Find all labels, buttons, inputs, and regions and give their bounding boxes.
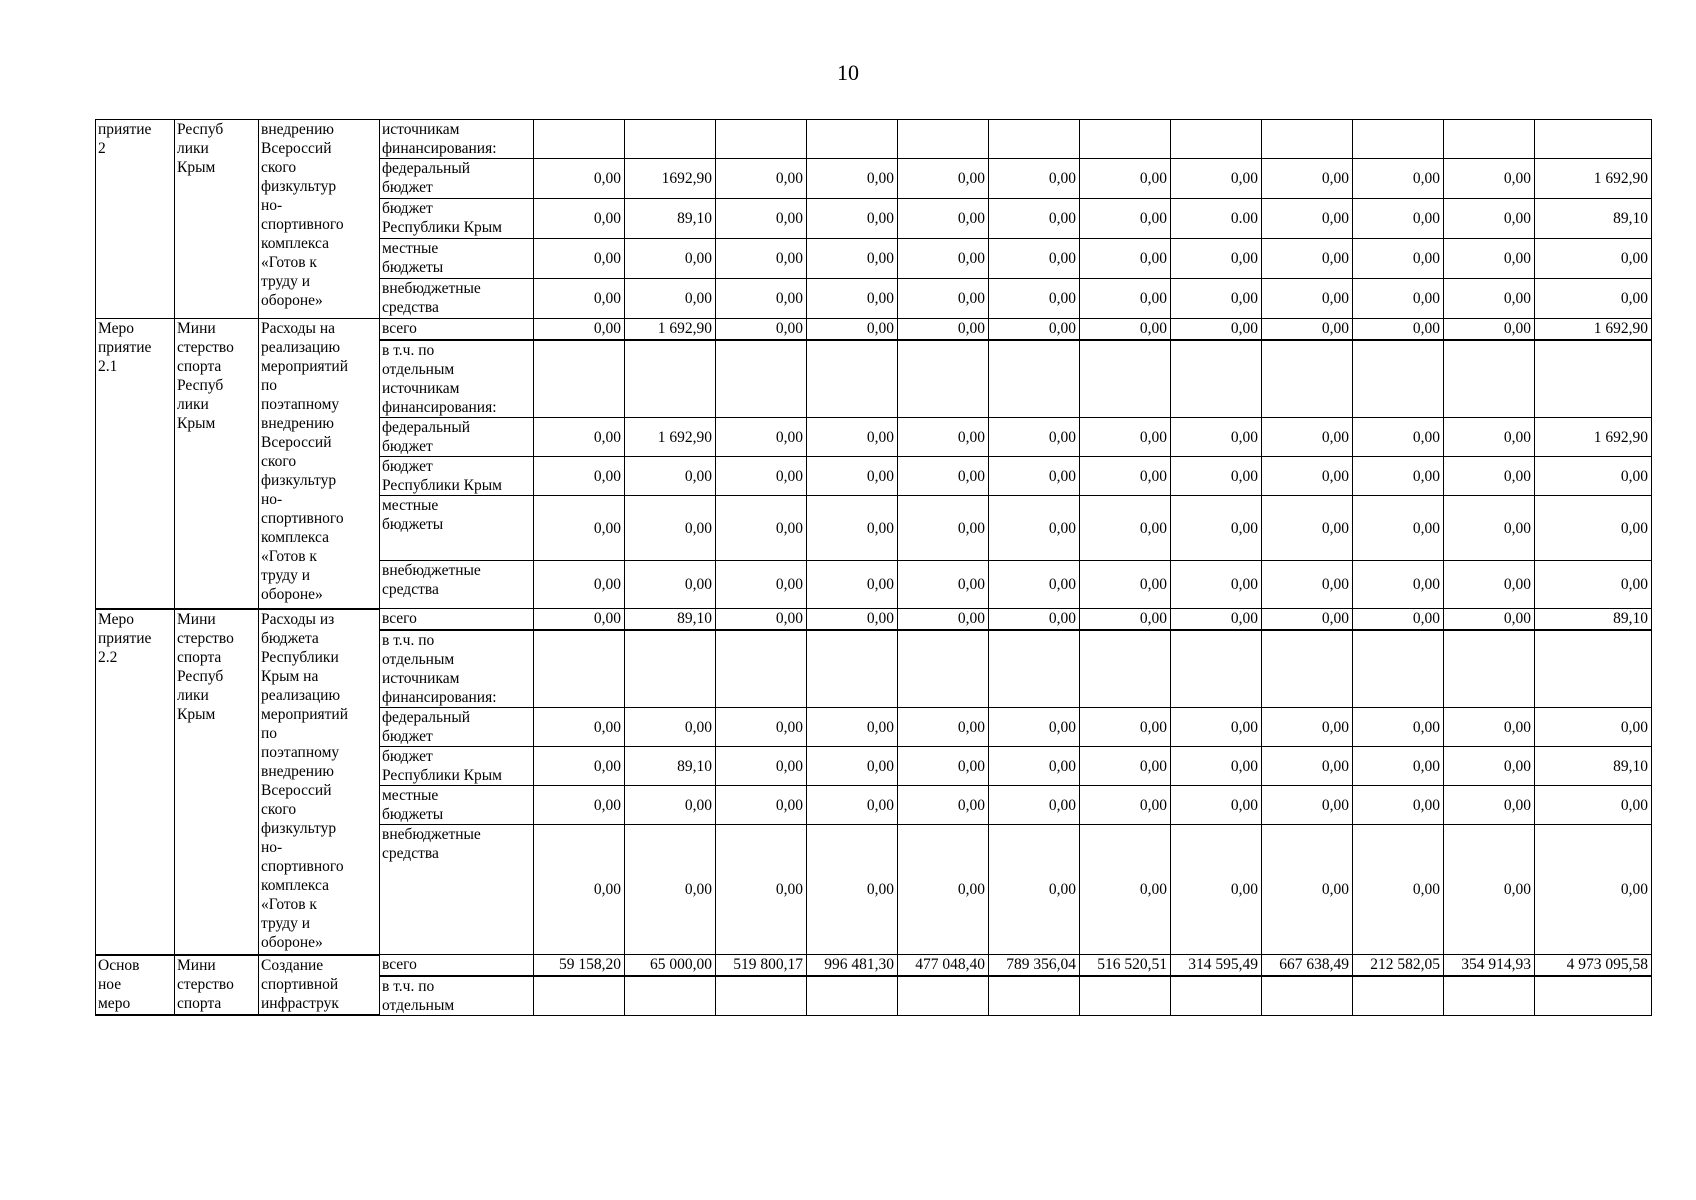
amount-cell: 0,00 (1171, 319, 1262, 340)
funding-source: всего (380, 609, 534, 630)
amount-cell: 0,00 (1535, 279, 1652, 319)
amount-cell: 0,00 (1262, 561, 1353, 609)
amount-cell (807, 340, 898, 418)
funding-source: источникам финансирования: (380, 120, 534, 159)
amount-cell: 0,00 (716, 786, 807, 825)
amount-cell: 0,00 (1080, 199, 1171, 239)
amount-cell: 65 000,00 (625, 955, 716, 976)
amount-cell (1080, 120, 1171, 159)
amount-cell: 0,00 (1262, 319, 1353, 340)
amount-cell: 0,00 (1262, 496, 1353, 561)
amount-cell: 0,00 (625, 496, 716, 561)
amount-cell: 0,00 (1171, 279, 1262, 319)
amount-cell (1353, 340, 1444, 418)
amount-cell: 0,00 (807, 708, 898, 747)
amount-cell: 0,00 (1444, 457, 1535, 496)
amount-cell: 0,00 (1262, 199, 1353, 239)
amount-cell: 0,00 (807, 496, 898, 561)
amount-cell (898, 120, 989, 159)
amount-cell: 0,00 (716, 457, 807, 496)
amount-cell (1535, 340, 1652, 418)
amount-cell: 0,00 (1262, 159, 1353, 199)
amount-cell: 0,00 (1535, 239, 1652, 279)
amount-cell: 0,00 (989, 159, 1080, 199)
amount-cell: 0,00 (716, 319, 807, 340)
amount-cell: 0.00 (1171, 199, 1262, 239)
measure-name: внедрению Всероссий ского физкультур но- спортивного комплекса «Готов к труду и обороне» (259, 120, 380, 319)
amount-cell (1535, 120, 1652, 159)
page-number: 10 (837, 60, 859, 85)
amount-cell: 0,00 (1080, 496, 1171, 561)
amount-cell: 0,00 (898, 319, 989, 340)
amount-cell: 0,00 (807, 457, 898, 496)
amount-cell: 0,00 (716, 825, 807, 955)
amount-cell (1171, 976, 1262, 1016)
amount-cell: 59 158,20 (534, 955, 625, 976)
amount-cell: 0,00 (1535, 496, 1652, 561)
amount-cell: 0,00 (989, 457, 1080, 496)
amount-cell: 0,00 (807, 319, 898, 340)
amount-cell: 0,00 (625, 708, 716, 747)
amount-cell: 0,00 (1353, 825, 1444, 955)
amount-cell: 0,00 (534, 457, 625, 496)
amount-cell: 0,00 (534, 609, 625, 630)
amount-cell (1080, 340, 1171, 418)
amount-cell (989, 120, 1080, 159)
amount-cell: 0,00 (1262, 708, 1353, 747)
amount-cell: 516 520,51 (1080, 955, 1171, 976)
amount-cell (1353, 630, 1444, 708)
amount-cell: 0,00 (1171, 786, 1262, 825)
amount-cell (534, 340, 625, 418)
amount-cell: 0,00 (1444, 609, 1535, 630)
amount-cell: 0,00 (1444, 561, 1535, 609)
amount-cell: 0,00 (1353, 786, 1444, 825)
amount-cell: 0,00 (1171, 239, 1262, 279)
amount-cell (716, 976, 807, 1016)
amount-cell: 0,00 (534, 561, 625, 609)
amount-cell: 1 692,90 (1535, 418, 1652, 457)
amount-cell: 1 692,90 (1535, 159, 1652, 199)
amount-cell (807, 630, 898, 708)
amount-cell: 0,00 (625, 825, 716, 955)
amount-cell: 0,00 (807, 825, 898, 955)
funding-source: внебюджетные средства (380, 561, 534, 609)
amount-cell: 0,00 (716, 239, 807, 279)
amount-cell: 1 692,90 (1535, 319, 1652, 340)
amount-cell: 0,00 (625, 279, 716, 319)
amount-cell: 0,00 (534, 786, 625, 825)
amount-cell: 0,00 (1444, 239, 1535, 279)
amount-cell (1535, 976, 1652, 1016)
amount-cell: 0,00 (625, 786, 716, 825)
measure-executor: Мини стерство спорта Респуб лики Крым (175, 319, 259, 609)
measure-status: Меро приятие 2.1 (96, 319, 175, 609)
amount-cell (1171, 120, 1262, 159)
table-row (96, 120, 1652, 159)
amount-cell: 89,10 (625, 609, 716, 630)
amount-cell (1444, 120, 1535, 159)
amount-cell: 0,00 (1262, 786, 1353, 825)
amount-cell: 0,00 (898, 609, 989, 630)
amount-cell: 354 914,93 (1444, 955, 1535, 976)
amount-cell: 0,00 (1080, 239, 1171, 279)
amount-cell: 0,00 (1080, 418, 1171, 457)
amount-cell: 0,00 (807, 786, 898, 825)
amount-cell: 0,00 (989, 825, 1080, 955)
amount-cell (1444, 976, 1535, 1016)
amount-cell: 0,00 (1353, 239, 1444, 279)
amount-cell (625, 630, 716, 708)
amount-cell: 0,00 (989, 496, 1080, 561)
amount-cell: 0,00 (1444, 159, 1535, 199)
amount-cell: 1 692,90 (625, 418, 716, 457)
amount-cell: 0,00 (1353, 319, 1444, 340)
amount-cell (1353, 120, 1444, 159)
amount-cell (898, 976, 989, 1016)
amount-cell: 0,00 (534, 319, 625, 340)
amount-cell: 0,00 (1080, 457, 1171, 496)
amount-cell: 0,00 (1262, 279, 1353, 319)
amount-cell: 0,00 (1080, 319, 1171, 340)
funding-source: всего (380, 319, 534, 340)
amount-cell: 996 481,30 (807, 955, 898, 976)
amount-cell (625, 120, 716, 159)
table-row (96, 609, 1652, 630)
amount-cell: 4 973 095,58 (1535, 955, 1652, 976)
budget-table (95, 119, 1652, 1016)
amount-cell: 0,00 (534, 239, 625, 279)
amount-cell: 0,00 (1262, 747, 1353, 786)
amount-cell: 0,00 (716, 418, 807, 457)
amount-cell: 0,00 (807, 239, 898, 279)
amount-cell: 0,00 (716, 199, 807, 239)
amount-cell: 0,00 (1353, 159, 1444, 199)
amount-cell: 0,00 (1444, 786, 1535, 825)
amount-cell: 0,00 (1535, 708, 1652, 747)
amount-cell: 0,00 (1353, 199, 1444, 239)
measure-name: Расходы на реализацию мероприятий по поэтапному внедрению Всероссий ского физкультур но- спортивного комплекса «Готов к труду и обороне» (259, 319, 380, 609)
amount-cell: 0,00 (1262, 609, 1353, 630)
amount-cell: 0,00 (1171, 496, 1262, 561)
amount-cell (534, 120, 625, 159)
amount-cell (1535, 630, 1652, 708)
amount-cell (716, 630, 807, 708)
amount-cell: 0,00 (716, 279, 807, 319)
funding-source: бюджет Республики Крым (380, 747, 534, 786)
amount-cell: 0,00 (989, 279, 1080, 319)
amount-cell (1444, 630, 1535, 708)
amount-cell: 0,00 (1444, 708, 1535, 747)
amount-cell: 0,00 (1353, 747, 1444, 786)
measure-executor: Мини стерство спорта Респуб лики Крым (175, 609, 259, 955)
measure-name: Расходы из бюджета Республики Крым на реализацию мероприятий по поэтапному внедрению Всероссий ского физкультур но- спортивного комплекса «Готов к труду и обороне» (259, 609, 380, 955)
amount-cell (989, 630, 1080, 708)
amount-cell: 0,00 (1444, 279, 1535, 319)
amount-cell (1080, 976, 1171, 1016)
amount-cell: 0,00 (1171, 418, 1262, 457)
table-row (96, 955, 1652, 976)
funding-source: федеральный бюджет (380, 418, 534, 457)
amount-cell: 0,00 (1353, 609, 1444, 630)
amount-cell: 0,00 (1535, 825, 1652, 955)
amount-cell: 0,00 (625, 239, 716, 279)
amount-cell: 0,00 (716, 159, 807, 199)
amount-cell: 0,00 (1171, 561, 1262, 609)
amount-cell (807, 120, 898, 159)
amount-cell: 0,00 (989, 609, 1080, 630)
measure-executor: Респуб лики Крым (175, 120, 259, 319)
amount-cell: 0,00 (898, 786, 989, 825)
amount-cell: 0,00 (1080, 708, 1171, 747)
amount-cell: 0,00 (625, 457, 716, 496)
amount-cell: 0,00 (1080, 786, 1171, 825)
amount-cell: 0,00 (1353, 561, 1444, 609)
amount-cell (807, 976, 898, 1016)
amount-cell: 0,00 (1353, 418, 1444, 457)
amount-cell: 0,00 (1353, 708, 1444, 747)
amount-cell (1262, 340, 1353, 418)
amount-cell: 667 638,49 (1262, 955, 1353, 976)
amount-cell: 0,00 (534, 279, 625, 319)
amount-cell: 212 582,05 (1353, 955, 1444, 976)
amount-cell: 0,00 (989, 319, 1080, 340)
amount-cell: 0,00 (1262, 825, 1353, 955)
amount-cell: 0,00 (898, 708, 989, 747)
amount-cell (625, 976, 716, 1016)
amount-cell: 0,00 (1353, 457, 1444, 496)
amount-cell: 0,00 (1353, 496, 1444, 561)
amount-cell: 0,00 (898, 747, 989, 786)
funding-source: местные бюджеты (380, 239, 534, 279)
amount-cell: 0,00 (989, 708, 1080, 747)
amount-cell (1353, 976, 1444, 1016)
amount-cell: 0,00 (807, 561, 898, 609)
amount-cell: 0,00 (716, 708, 807, 747)
amount-cell: 0,00 (1171, 457, 1262, 496)
amount-cell (534, 630, 625, 708)
amount-cell: 0,00 (807, 199, 898, 239)
amount-cell: 314 595,49 (1171, 955, 1262, 976)
amount-cell: 89,10 (625, 199, 716, 239)
amount-cell: 0,00 (716, 609, 807, 630)
amount-cell: 0,00 (807, 609, 898, 630)
amount-cell: 0,00 (1444, 418, 1535, 457)
amount-cell: 89,10 (1535, 199, 1652, 239)
amount-cell: 0,00 (1171, 708, 1262, 747)
measure-status: приятие 2 (96, 120, 175, 319)
amount-cell: 0,00 (807, 159, 898, 199)
amount-cell: 0,00 (807, 418, 898, 457)
amount-cell: 477 048,40 (898, 955, 989, 976)
amount-cell: 0,00 (534, 496, 625, 561)
amount-cell: 0,00 (534, 418, 625, 457)
amount-cell: 89,10 (625, 747, 716, 786)
amount-cell: 0,00 (1171, 609, 1262, 630)
amount-cell (1171, 630, 1262, 708)
funding-source: всего (380, 955, 534, 976)
amount-cell: 0,00 (898, 496, 989, 561)
amount-cell: 0,00 (716, 747, 807, 786)
amount-cell: 519 800,17 (716, 955, 807, 976)
amount-cell: 0,00 (1080, 609, 1171, 630)
funding-source: внебюджетные средства (380, 825, 534, 955)
amount-cell: 0,00 (1535, 457, 1652, 496)
amount-cell: 0,00 (534, 708, 625, 747)
amount-cell: 0,00 (989, 786, 1080, 825)
funding-source: бюджет Республики Крым (380, 457, 534, 496)
amount-cell: 0,00 (534, 747, 625, 786)
amount-cell: 0,00 (1353, 279, 1444, 319)
amount-cell: 0,00 (898, 239, 989, 279)
amount-cell (989, 976, 1080, 1016)
funding-source: бюджет Республики Крым (380, 199, 534, 239)
measure-name: Создание спортивной инфраструк (259, 955, 380, 1016)
amount-cell: 0,00 (989, 239, 1080, 279)
amount-cell (898, 630, 989, 708)
amount-cell: 0,00 (1444, 747, 1535, 786)
amount-cell: 0,00 (534, 825, 625, 955)
amount-cell: 0,00 (989, 747, 1080, 786)
amount-cell: 0,00 (807, 747, 898, 786)
amount-cell: 0,00 (1171, 747, 1262, 786)
amount-cell: 0,00 (989, 418, 1080, 457)
amount-cell: 0,00 (1444, 825, 1535, 955)
amount-cell: 1692,90 (625, 159, 716, 199)
amount-cell: 0,00 (898, 825, 989, 955)
amount-cell: 0,00 (1262, 457, 1353, 496)
amount-cell (1080, 630, 1171, 708)
funding-source: местные бюджеты (380, 496, 534, 561)
funding-source: федеральный бюджет (380, 708, 534, 747)
amount-cell: 0,00 (1080, 825, 1171, 955)
amount-cell: 0,00 (1080, 747, 1171, 786)
measure-executor: Мини стерство спорта (175, 955, 259, 1016)
amount-cell (1262, 976, 1353, 1016)
amount-cell: 0,00 (1444, 319, 1535, 340)
amount-cell: 0,00 (716, 496, 807, 561)
amount-cell: 0,00 (898, 457, 989, 496)
amount-cell: 0,00 (898, 199, 989, 239)
amount-cell: 0,00 (625, 561, 716, 609)
amount-cell (625, 340, 716, 418)
funding-source: местные бюджеты (380, 786, 534, 825)
amount-cell: 0,00 (1080, 561, 1171, 609)
amount-cell: 789 356,04 (989, 955, 1080, 976)
amount-cell: 0,00 (898, 418, 989, 457)
amount-cell (898, 340, 989, 418)
amount-cell (534, 976, 625, 1016)
amount-cell: 1 692,90 (625, 319, 716, 340)
measure-status: Меро приятие 2.2 (96, 609, 175, 955)
amount-cell: 0,00 (1444, 199, 1535, 239)
funding-source: внебюджетные средства (380, 279, 534, 319)
amount-cell: 0,00 (1444, 496, 1535, 561)
amount-cell: 0,00 (1535, 561, 1652, 609)
amount-cell: 0,00 (716, 561, 807, 609)
amount-cell: 0,00 (1080, 159, 1171, 199)
funding-source: в т.ч. по отдельным источникам финансирования: (380, 630, 534, 708)
amount-cell: 0,00 (1171, 825, 1262, 955)
amount-cell (716, 120, 807, 159)
table-row (96, 319, 1652, 340)
amount-cell: 0,00 (1080, 279, 1171, 319)
amount-cell: 0,00 (807, 279, 898, 319)
funding-source: федеральный бюджет (380, 159, 534, 199)
amount-cell: 0,00 (1262, 418, 1353, 457)
amount-cell: 0,00 (1535, 786, 1652, 825)
amount-cell: 0,00 (898, 279, 989, 319)
amount-cell: 89,10 (1535, 609, 1652, 630)
amount-cell: 0,00 (989, 199, 1080, 239)
amount-cell (1171, 340, 1262, 418)
amount-cell: 0,00 (534, 199, 625, 239)
measure-status: Основ ное меро (96, 955, 175, 1016)
amount-cell (716, 340, 807, 418)
amount-cell (1262, 630, 1353, 708)
amount-cell: 0,00 (1171, 159, 1262, 199)
amount-cell: 0,00 (1262, 239, 1353, 279)
amount-cell: 0,00 (898, 561, 989, 609)
amount-cell: 89,10 (1535, 747, 1652, 786)
amount-cell (989, 340, 1080, 418)
funding-source: в т.ч. по отдельным (380, 976, 534, 1016)
amount-cell: 0,00 (534, 159, 625, 199)
amount-cell: 0,00 (898, 159, 989, 199)
funding-source: в т.ч. по отдельным источникам финансирования: (380, 340, 534, 418)
amount-cell (1262, 120, 1353, 159)
amount-cell (1444, 340, 1535, 418)
amount-cell: 0,00 (989, 561, 1080, 609)
